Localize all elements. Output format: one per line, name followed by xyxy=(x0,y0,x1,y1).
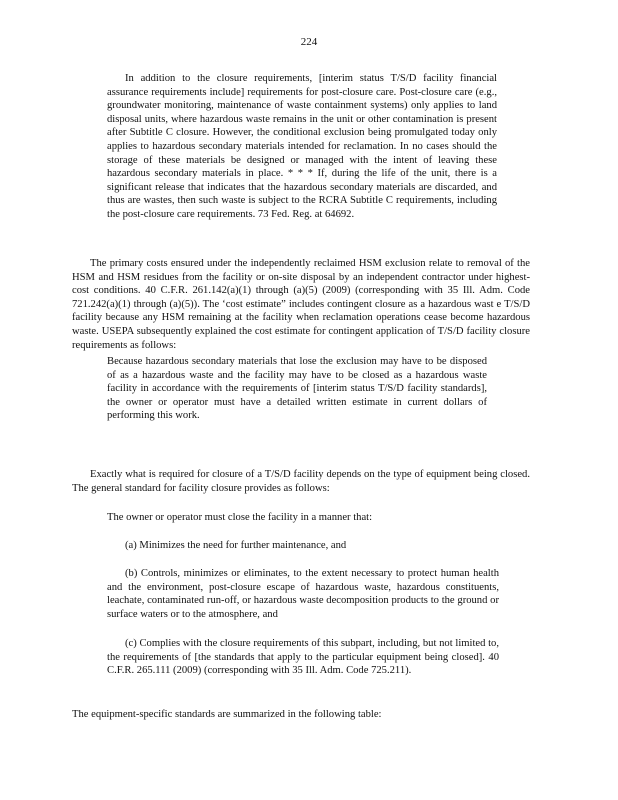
paragraph-text: The primary costs ensured under the independently reclaimed HSM exclusion relate to removal of the HSM and HSM residues from the facility or on-site disposal by an independent contractor under highest-cost conditions. 40 C.F.R. 261.142(a)(1) through (a)(5) (2009) (corresponding with 35 Ill. Adm. Code 721.242(a)(1) through (a)(5)). The ‘cost estimate” includes contingent closure as a hazardous wast e T/S/D facility because any HSM remaining at the facility when reclamation operations cease become hazardous waste. USEPA subsequently explained the cost estimate for contingent application of T/S/D facility closure requirements as follows: xyxy=(72,258,530,351)
quote-text: In addition to the closure requirements, [interim status T/S/D facility financial assurance requirements include] requirements for post-closure care. Post-closure care (e.g., groundwater monitoring, maintenance of waste containment systems) only applies to land disposal units, where hazardous waste remains in the unit or other contamination is present after Subtitle C closure. However, the conditional exclusion being promulgated today only applies to hazardous secondary materials intended for reclamation. In no cases should the storage of these materials be designed or managed with the intent of leaving these hazardous secondary materials in place. * * * If, during the life of the unit, there is a significant release that indicates that the hazardous secondary materials are discarded, and thus are wastes, then such waste is subject to the RCRA Subtitle C requirements, including the post-closure care requirements. 73 Fed. Reg. at 64692. xyxy=(107,73,497,220)
page-number: 224 xyxy=(300,36,318,48)
block-quote-cost-estimate xyxy=(107,355,487,423)
paragraph-text: The equipment-specific standards are summarized in the following table: xyxy=(72,709,382,720)
closure-standard-item-a xyxy=(125,539,485,553)
closure-standard-item-c xyxy=(107,637,499,678)
closure-standard-lead xyxy=(107,511,507,525)
paragraph-table-intro xyxy=(72,708,530,722)
quote-text: Because hazardous secondary materials that lose the exclusion may have to be disposed of as a hazardous waste and the facility may have to be closed as a hazardous waste facility in accordance with the requirements of [interim status T/S/D facility standards], the owner or operator must have a detailed written estimate in current dollars of performing this work. xyxy=(107,356,487,422)
paragraph-primary-costs xyxy=(72,257,530,352)
lead-text: The owner or operator must close the facility in a manner that: xyxy=(107,512,373,523)
block-quote-post-closure xyxy=(107,72,497,222)
paragraph-closure-requirements xyxy=(72,468,530,495)
item-text: (b) Controls, minimizes or eliminates, to the extent necessary to protect human health and the environment, post-closure escape of hazardous waste, hazardous constituents, leachate, contaminated run-off, or hazardous waste decomposition products to the ground or surface waters or to the atmosphere, and xyxy=(107,568,499,620)
paragraph-text: Exactly what is required for closure of a T/S/D facility depends on the type of equipment being closed. The general standard for facility closure provides as follows: xyxy=(72,469,530,494)
item-text: (a) Minimizes the need for further maintenance, and xyxy=(125,540,347,551)
closure-standard-item-b xyxy=(107,567,499,621)
item-text: (c) Complies with the closure requirements of this subpart, including, but not limited to, the requirements of [the standards that apply to the particular equipment being closed]. 40 C.F.R. 265.111 (2009) (corresponding with 35 Ill. Adm. Code 725.211). xyxy=(107,638,499,677)
